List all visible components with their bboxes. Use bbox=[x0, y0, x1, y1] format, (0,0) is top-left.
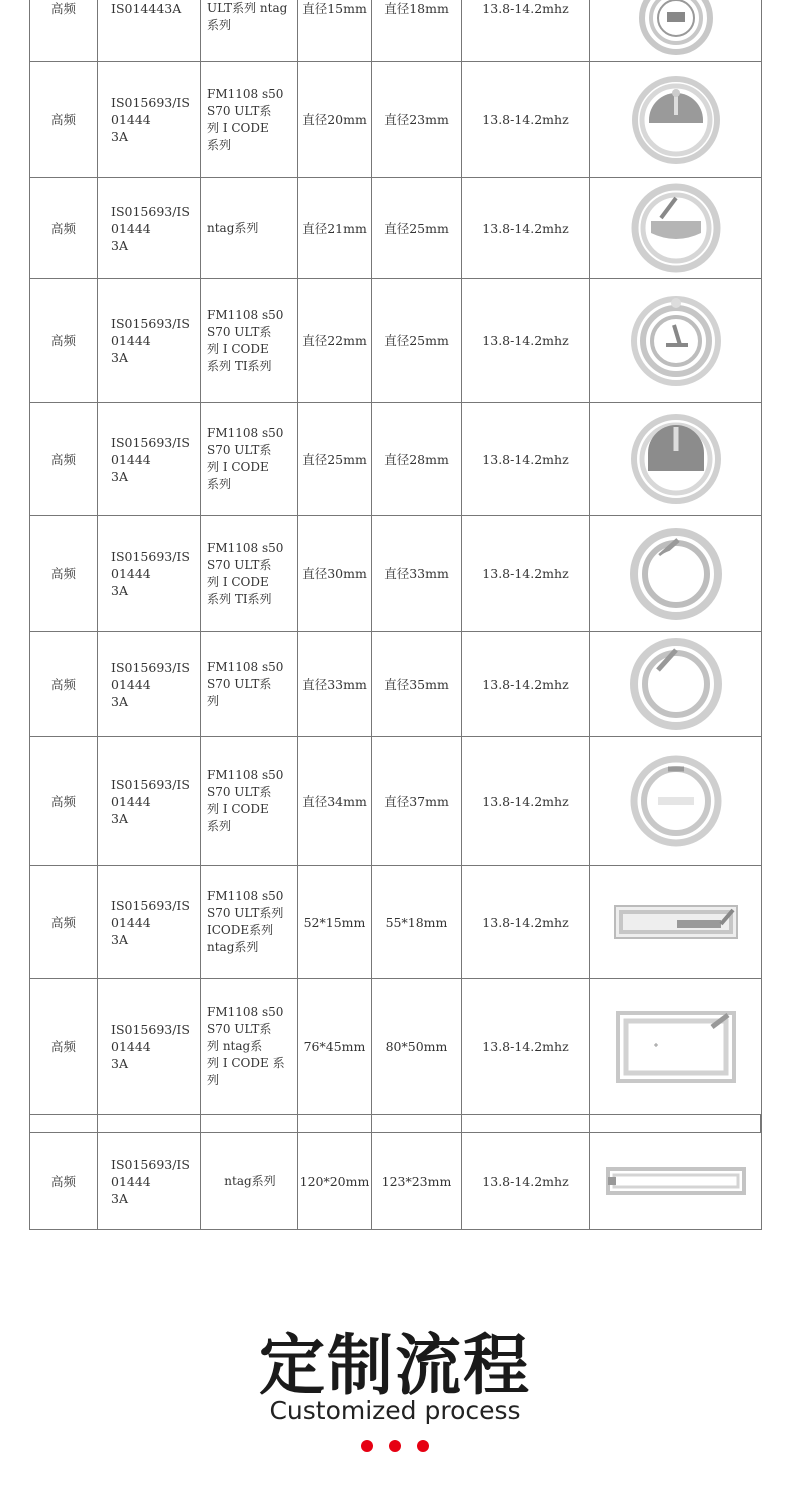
table-row bbox=[30, 62, 761, 178]
outer-size-cell: 80*50mm bbox=[372, 979, 462, 1114]
chip-cell: FM1108 s50 S70 ULT系 列 I CODE 系列 TI系列 bbox=[201, 279, 298, 402]
protocol-cell: IS015693/IS 01444 3A bbox=[98, 866, 201, 978]
frequency-cell: 高频 bbox=[30, 62, 98, 177]
antenna-size-cell: 直径34mm bbox=[298, 737, 372, 865]
antenna-size-cell: 120*20mm bbox=[298, 1133, 372, 1229]
chip-cell: FM1108 s50 S70 ULT系 列 I CODE 系列 TI系列 bbox=[201, 516, 298, 631]
spec-table bbox=[29, 0, 762, 1230]
table-row bbox=[30, 737, 761, 866]
product-image-cell bbox=[590, 632, 761, 736]
product-image-cell bbox=[590, 1133, 761, 1229]
red-dot-icon bbox=[417, 1440, 429, 1452]
table-row bbox=[30, 403, 761, 516]
rect-inlay-icon bbox=[616, 1011, 736, 1083]
frequency-cell: 高频 bbox=[30, 516, 98, 631]
separator-cell bbox=[98, 1115, 201, 1132]
outer-size-cell: 直径18mm bbox=[372, 0, 462, 61]
decorative-dots bbox=[0, 1440, 790, 1452]
table-row bbox=[30, 1133, 761, 1230]
separator-cell bbox=[298, 1115, 372, 1132]
section-subtitle: Customized process bbox=[269, 1396, 521, 1425]
frequency-cell: 高频 bbox=[30, 0, 98, 61]
product-image-cell bbox=[590, 979, 761, 1114]
product-image-cell bbox=[590, 178, 761, 278]
outer-size-cell: 直径25mm bbox=[372, 178, 462, 278]
frequency-cell: 高频 bbox=[30, 279, 98, 402]
frequency-band-cell: 13.8-14.2mhz bbox=[462, 403, 590, 515]
antenna-size-cell: 直径20mm bbox=[298, 62, 372, 177]
frequency-band-cell: 13.8-14.2mhz bbox=[462, 0, 590, 61]
table-row bbox=[30, 178, 761, 279]
frequency-cell: 高频 bbox=[30, 1133, 98, 1229]
chip-cell: ntag系列 bbox=[201, 178, 298, 278]
product-image-cell bbox=[590, 0, 761, 61]
protocol-cell: IS015693/IS 01444 3A bbox=[98, 979, 201, 1114]
antenna-size-cell: 76*45mm bbox=[298, 979, 372, 1114]
table-row bbox=[30, 279, 761, 403]
chip-cell: FM1108 s50 S70 ULT系 列 ntag系 列 I CODE 系 列 bbox=[201, 979, 298, 1114]
table-row bbox=[30, 0, 761, 62]
protocol-cell: IS015693/IS 01444 3A bbox=[98, 62, 201, 177]
protocol-cell: IS015693/IS 01444 3A bbox=[98, 178, 201, 278]
chip-cell: ntag系列 bbox=[201, 1133, 298, 1229]
separator-cell bbox=[590, 1115, 761, 1132]
frequency-cell: 高频 bbox=[30, 178, 98, 278]
separator-cell bbox=[30, 1115, 98, 1132]
round-inlay-icon bbox=[630, 413, 722, 505]
table-row bbox=[30, 632, 761, 737]
protocol-cell: IS015693/IS 01444 3A bbox=[98, 403, 201, 515]
outer-size-cell: 直径37mm bbox=[372, 737, 462, 865]
antenna-size-cell: 52*15mm bbox=[298, 866, 372, 978]
frequency-band-cell: 13.8-14.2mhz bbox=[462, 516, 590, 631]
frequency-band-cell: 13.8-14.2mhz bbox=[462, 979, 590, 1114]
round-inlay-icon bbox=[630, 638, 722, 730]
protocol-cell: IS015693/IS 01444 3A bbox=[98, 632, 201, 736]
table-row bbox=[30, 979, 761, 1115]
outer-size-cell: 直径25mm bbox=[372, 279, 462, 402]
chip-cell: FM1108 s50 S70 ULT系列 ICODE系列 ntag系列 bbox=[201, 866, 298, 978]
frequency-cell: 高频 bbox=[30, 979, 98, 1114]
round-inlay-icon bbox=[630, 295, 722, 387]
antenna-size-cell: 直径22mm bbox=[298, 279, 372, 402]
round-inlay-icon bbox=[631, 0, 721, 62]
strip-inlay-icon bbox=[606, 1167, 746, 1195]
antenna-size-cell: 直径15mm bbox=[298, 0, 372, 61]
antenna-size-cell: 直径25mm bbox=[298, 403, 372, 515]
frequency-band-cell: 13.8-14.2mhz bbox=[462, 632, 590, 736]
chip-cell: FM1108 s50 S70 ULT系 列 bbox=[201, 632, 298, 736]
separator-cell bbox=[201, 1115, 298, 1132]
chip-cell: FM1108 s50 S70 ULT系 列 I CODE 系列 bbox=[201, 62, 298, 177]
separator-cell bbox=[462, 1115, 590, 1132]
frequency-band-cell: 13.8-14.2mhz bbox=[462, 62, 590, 177]
protocol-cell: IS015693/IS 01444 3A bbox=[98, 737, 201, 865]
separator-cell bbox=[372, 1115, 462, 1132]
frequency-band-cell: 13.8-14.2mhz bbox=[462, 866, 590, 978]
protocol-cell: IS015693/IS 01444 3A bbox=[98, 279, 201, 402]
red-dot-icon bbox=[361, 1440, 373, 1452]
product-image-cell bbox=[590, 279, 761, 402]
frequency-cell: 高频 bbox=[30, 403, 98, 515]
antenna-size-cell: 直径30mm bbox=[298, 516, 372, 631]
outer-size-cell: 直径35mm bbox=[372, 632, 462, 736]
frequency-cell: 高频 bbox=[30, 737, 98, 865]
outer-size-cell: 123*23mm bbox=[372, 1133, 462, 1229]
outer-size-cell: 直径28mm bbox=[372, 403, 462, 515]
chip-cell: FM1108 s50 S70 ULT系 列 I CODE 系列 bbox=[201, 737, 298, 865]
frequency-band-cell: 13.8-14.2mhz bbox=[462, 737, 590, 865]
protocol-cell: IS014443A bbox=[98, 0, 201, 61]
frequency-band-cell: 13.8-14.2mhz bbox=[462, 279, 590, 402]
outer-size-cell: 直径23mm bbox=[372, 62, 462, 177]
table-row bbox=[30, 516, 761, 632]
frequency-cell: 高频 bbox=[30, 866, 98, 978]
outer-size-cell: 直径33mm bbox=[372, 516, 462, 631]
round-inlay-icon bbox=[630, 528, 722, 620]
frequency-band-cell: 13.8-14.2mhz bbox=[462, 1133, 590, 1229]
product-image-cell bbox=[590, 62, 761, 177]
red-dot-icon bbox=[389, 1440, 401, 1452]
round-inlay-icon bbox=[630, 755, 722, 847]
frequency-cell: 高频 bbox=[30, 632, 98, 736]
protocol-cell: IS015693/IS 01444 3A bbox=[98, 516, 201, 631]
table-row bbox=[30, 866, 761, 979]
rect-inlay-icon bbox=[613, 904, 739, 940]
antenna-size-cell: 直径21mm bbox=[298, 178, 372, 278]
round-inlay-icon bbox=[631, 183, 721, 273]
protocol-cell: IS015693/IS 01444 3A bbox=[98, 1133, 201, 1229]
chip-cell: FM1108 s50 S70 ULT系 列 I CODE 系列 bbox=[201, 403, 298, 515]
chip-cell: ULT系列 ntag 系列 bbox=[201, 0, 298, 61]
frequency-band-cell: 13.8-14.2mhz bbox=[462, 178, 590, 278]
product-image-cell bbox=[590, 866, 761, 978]
row-separator bbox=[30, 1115, 761, 1133]
product-image-cell bbox=[590, 403, 761, 515]
round-inlay-icon bbox=[631, 75, 721, 165]
product-image-cell bbox=[590, 737, 761, 865]
product-image-cell bbox=[590, 516, 761, 631]
section-title: 定制流程 bbox=[259, 1327, 531, 1404]
outer-size-cell: 55*18mm bbox=[372, 866, 462, 978]
antenna-size-cell: 直径33mm bbox=[298, 632, 372, 736]
